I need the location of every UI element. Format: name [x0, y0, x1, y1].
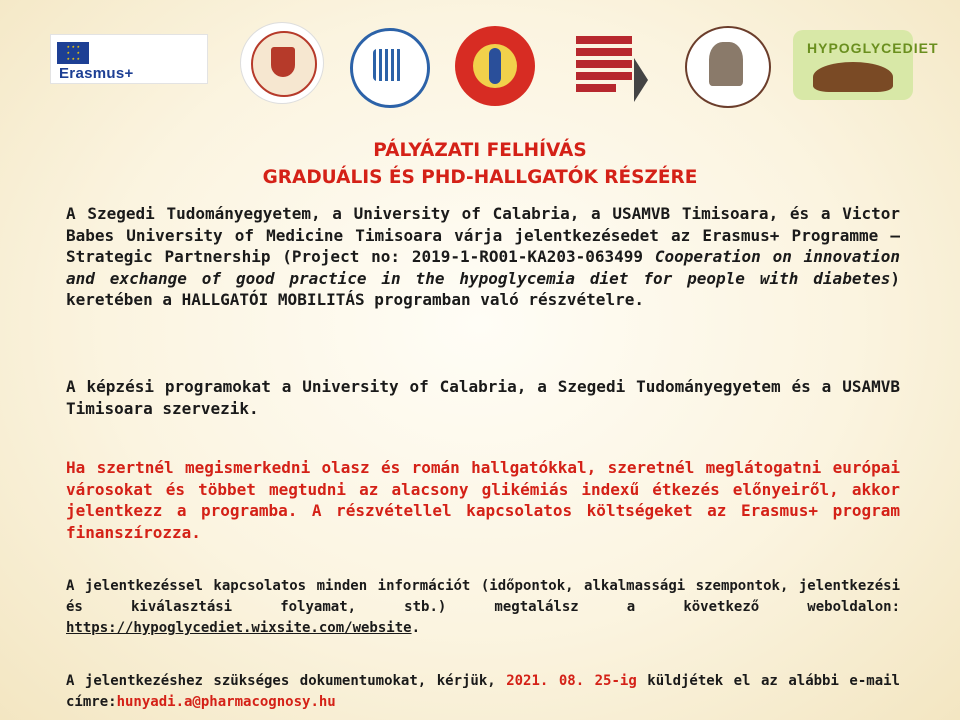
- victor-babes-university-seal-icon: [685, 26, 771, 108]
- erasmus-logo: [50, 34, 208, 84]
- page-title-line-2: GRADUÁLIS ÉS PHD-HALLGATÓK RÉSZÉRE: [262, 167, 698, 188]
- usamvb-seal-icon: [350, 28, 430, 108]
- info-text: A jelentkezéssel kapcsolatos minden információt (időpontok, alkalmassági szempontok, jelentkezési és kiválasztási folyamat, stb.) megtalálsz a következő weboldalon:: [66, 578, 900, 615]
- application-paragraph: [66, 671, 900, 713]
- info-text-end: .: [411, 620, 421, 636]
- calabria-bars-logo-icon: [576, 36, 648, 96]
- university-szeged-seal-icon: [240, 22, 324, 104]
- eu-flag-icon: ★ ★ ★ ★ ★ ★ ★ ★: [57, 42, 89, 64]
- organizers-paragraph: A képzési programokat a University of Calabria, a Szegedi Tudományegyetem és a USAMVB Timisoara szervezik.: [66, 377, 900, 418]
- rompak-logo-icon: [455, 26, 535, 106]
- hypoglycediet-logo: [793, 30, 939, 100]
- intro-paragraph: [66, 203, 900, 311]
- hypoglycediet-logo-label: HYPOGLYCEDIET: [807, 40, 939, 56]
- application-text-end: küldjétek el az alábbi e-mail címre:: [66, 673, 900, 710]
- intro-text-end: ) keretében a HALLGATÓI MOBILITÁS programban való részvételre.: [66, 268, 900, 309]
- application-text: A jelentkezéshez szükséges dokumentumokat, kérjük,: [66, 673, 507, 689]
- info-paragraph: [66, 576, 900, 639]
- mushroom-icon: [813, 62, 893, 92]
- deadline-date: 2021. 08. 25-ig: [506, 673, 637, 689]
- contact-email[interactable]: hunyadi.a@pharmacognosy.hu: [116, 694, 336, 710]
- motivation-paragraph: Ha szertnél megismerkedni olasz és román hallgatókkal, szeretnél meglátogatni európai városokat és többet megtudni az alacsony glikémiás indexű étkezés előnyeiről, akkor jelentkezz a programba. A részvétellel kapcsolatos költségeket az Erasmus+ program finanszírozza.: [66, 458, 900, 542]
- erasmus-logo-label: Erasmus+: [59, 65, 134, 82]
- page-title-line-1: PÁLYÁZATI FELHÍVÁS: [373, 140, 587, 161]
- website-link[interactable]: https://hypoglycediet.wixsite.com/website: [66, 620, 412, 636]
- logo-bar: [0, 0, 960, 110]
- intro-text: A Szegedi Tudományegyetem, a University of Calabria, a USAMVB Timisoara, és a Victor Babes University of Medicine Timisoara várja jelentkezésedet az Erasmus+ Programme – Strategic Partnership (Project no: 2019-1-RO01-KA203-063499: [66, 204, 900, 266]
- project-title: Cooperation on innovation and exchange of good practice in the hypoglycemia diet for people with diabetes: [66, 247, 900, 288]
